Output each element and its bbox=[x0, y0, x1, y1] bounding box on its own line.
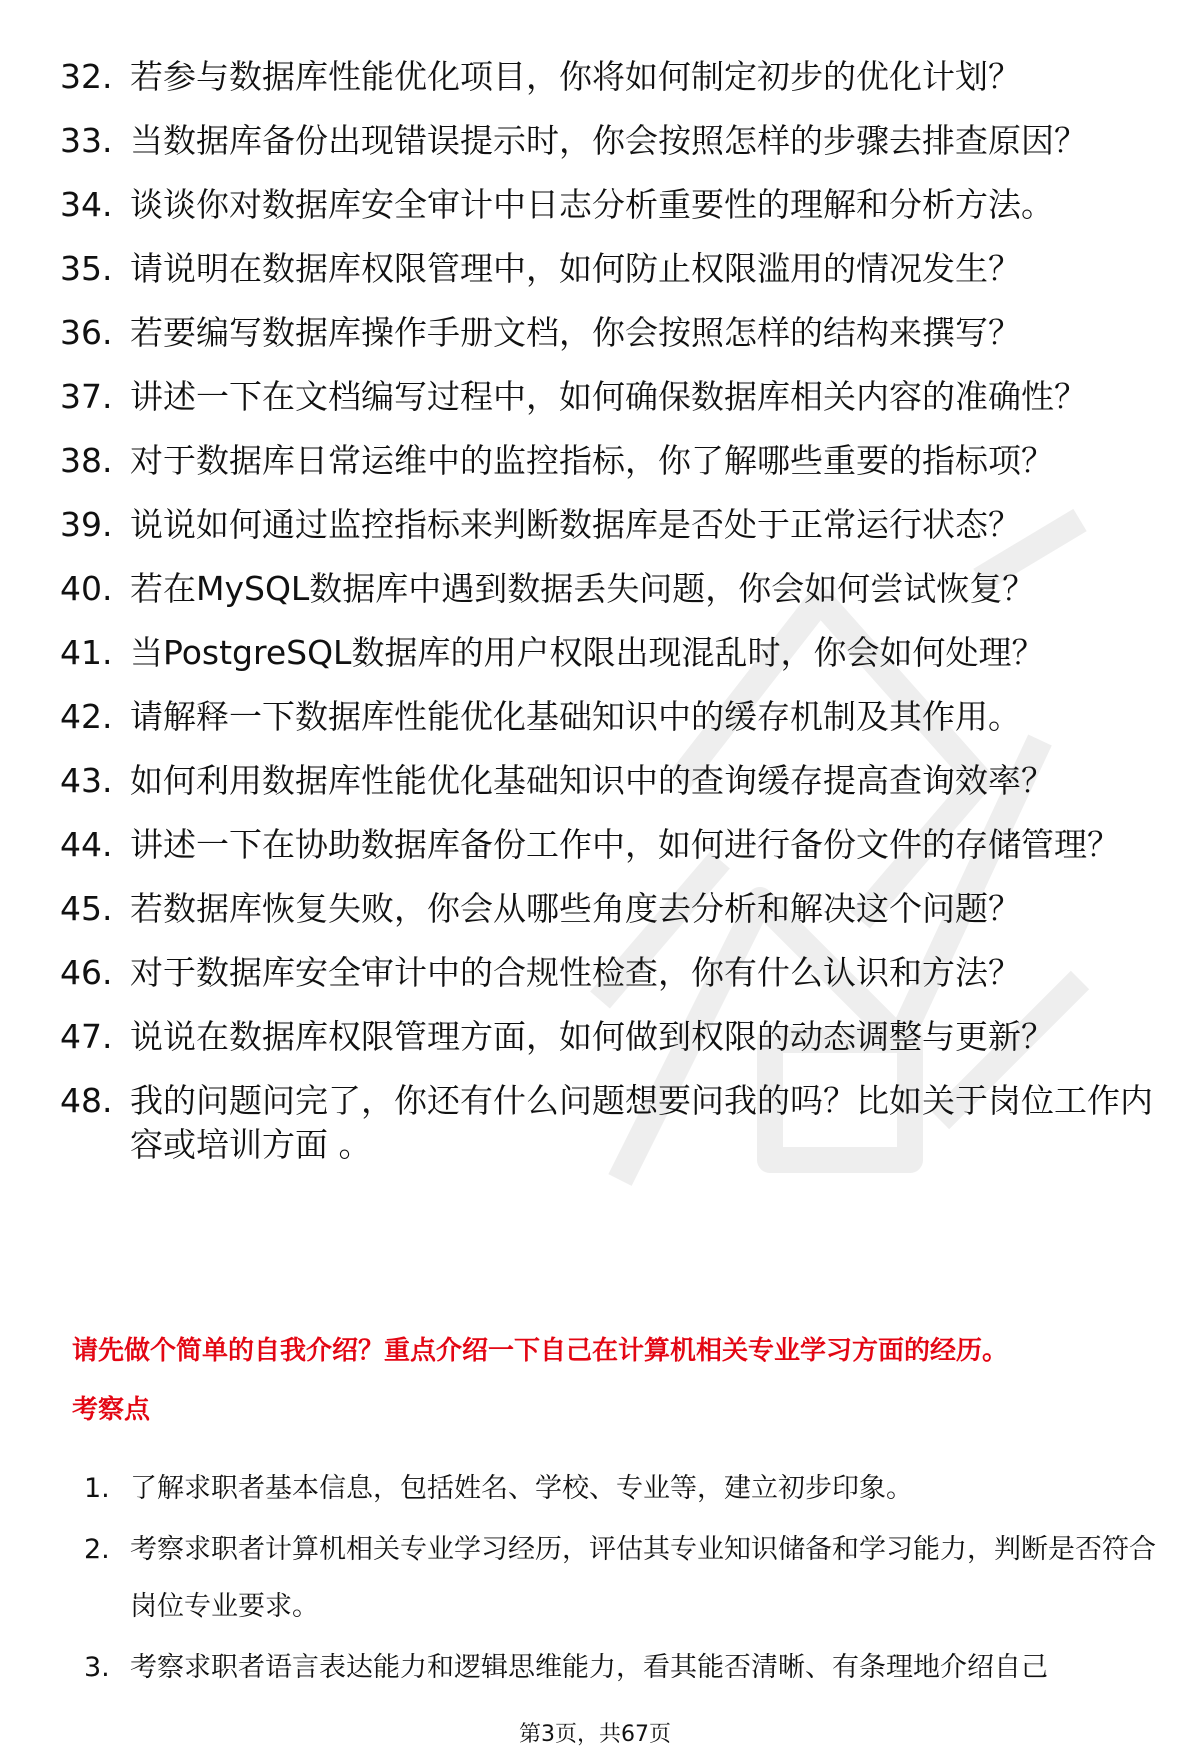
list-item bbox=[60, 631, 1160, 675]
item-number: 43. bbox=[60, 761, 113, 800]
item-number: 45. bbox=[60, 889, 113, 928]
item-text: 请解释一下数据库性能优化基础知识中的缓存机制及其作用。 bbox=[130, 697, 1021, 736]
list-item bbox=[60, 695, 1160, 739]
item-number: 46. bbox=[60, 953, 113, 992]
item-number: 2. bbox=[84, 1534, 110, 1565]
item-number: 34. bbox=[60, 185, 113, 224]
item-text: 若在MySQL数据库中遇到数据丢失问题，你会如何尝试恢复？ bbox=[130, 569, 1036, 608]
list-item bbox=[60, 439, 1160, 483]
item-number: 39. bbox=[60, 505, 113, 544]
item-text: 我的问题问完了，你还有什么问题想要问我的吗？比如关于岗位工作内容或培训方面 。 bbox=[130, 1081, 1153, 1164]
assessment-points-list bbox=[84, 1460, 1164, 1700]
list-item bbox=[60, 887, 1160, 931]
item-number: 42. bbox=[60, 697, 113, 736]
item-text: 考察求职者语言表达能力和逻辑思维能力，看其能否清晰、有条理地介绍自己 bbox=[130, 1652, 1048, 1683]
page-number: 第3页，共67页 bbox=[519, 1722, 671, 1747]
item-number: 40. bbox=[60, 569, 113, 608]
item-text: 若数据库恢复失败，你会从哪些角度去分析和解决这个问题？ bbox=[130, 889, 1021, 928]
item-number: 36. bbox=[60, 313, 113, 352]
list-item bbox=[60, 1079, 1160, 1167]
item-text: 对于数据库安全审计中的合规性检查，你有什么认识和方法？ bbox=[130, 953, 1021, 992]
item-text: 对于数据库日常运维中的监控指标，你了解哪些重要的指标项？ bbox=[130, 441, 1054, 480]
item-number: 32. bbox=[60, 57, 113, 96]
item-number: 35. bbox=[60, 249, 113, 288]
list-item bbox=[60, 375, 1160, 419]
list-item bbox=[84, 1460, 1164, 1517]
list-item bbox=[60, 247, 1160, 291]
list-item bbox=[60, 1015, 1160, 1059]
item-text: 当数据库备份出现错误提示时，你会按照怎样的步骤去排查原因？ bbox=[130, 121, 1087, 160]
list-item bbox=[60, 183, 1160, 227]
item-text: 讲述一下在协助数据库备份工作中，如何进行备份文件的存储管理？ bbox=[130, 825, 1120, 864]
list-item bbox=[60, 55, 1160, 99]
item-number: 47. bbox=[60, 1017, 113, 1056]
item-text: 若要编写数据库操作手册文档，你会按照怎样的结构来撰写？ bbox=[130, 313, 1021, 352]
item-text: 了解求职者基本信息，包括姓名、学校、专业等，建立初步印象。 bbox=[130, 1473, 913, 1504]
list-item bbox=[60, 311, 1160, 355]
list-item bbox=[60, 503, 1160, 547]
list-item bbox=[84, 1521, 1164, 1635]
item-number: 3. bbox=[84, 1652, 110, 1683]
list-item bbox=[60, 567, 1160, 611]
item-text: 考察求职者计算机相关专业学习经历，评估其专业知识储备和学习能力，判断是否符合岗位专业要求。 bbox=[130, 1534, 1156, 1622]
item-number: 37. bbox=[60, 377, 113, 416]
item-text: 谈谈你对数据库安全审计中日志分析重要性的理解和分析方法。 bbox=[130, 185, 1054, 224]
section-heading: 请先做个简单的自我介绍？重点介绍一下自己在计算机相关专业学习方面的经历。 bbox=[72, 1336, 1009, 1366]
item-text: 如何利用数据库性能优化基础知识中的查询缓存提高查询效率？ bbox=[130, 761, 1054, 800]
item-number: 48. bbox=[60, 1081, 113, 1120]
item-text: 当PostgreSQL数据库的用户权限出现混乱时，你会如何处理？ bbox=[130, 633, 1045, 672]
question-list bbox=[60, 55, 1160, 1187]
item-number: 33. bbox=[60, 121, 113, 160]
list-item bbox=[60, 759, 1160, 803]
item-number: 38. bbox=[60, 441, 113, 480]
item-text: 若参与数据库性能优化项目，你将如何制定初步的优化计划？ bbox=[130, 57, 1021, 96]
item-number: 41. bbox=[60, 633, 113, 672]
item-text: 说说如何通过监控指标来判断数据库是否处于正常运行状态？ bbox=[130, 505, 1021, 544]
list-item bbox=[60, 823, 1160, 867]
item-number: 44. bbox=[60, 825, 113, 864]
list-item bbox=[84, 1639, 1164, 1696]
section-subheading: 考察点 bbox=[72, 1395, 151, 1425]
item-text: 请说明在数据库权限管理中，如何防止权限滥用的情况发生？ bbox=[130, 249, 1021, 288]
list-item bbox=[60, 119, 1160, 163]
item-text: 讲述一下在文档编写过程中，如何确保数据库相关内容的准确性？ bbox=[130, 377, 1087, 416]
item-text: 说说在数据库权限管理方面，如何做到权限的动态调整与更新？ bbox=[130, 1017, 1054, 1056]
item-number: 1. bbox=[84, 1473, 110, 1504]
list-item bbox=[60, 951, 1160, 995]
